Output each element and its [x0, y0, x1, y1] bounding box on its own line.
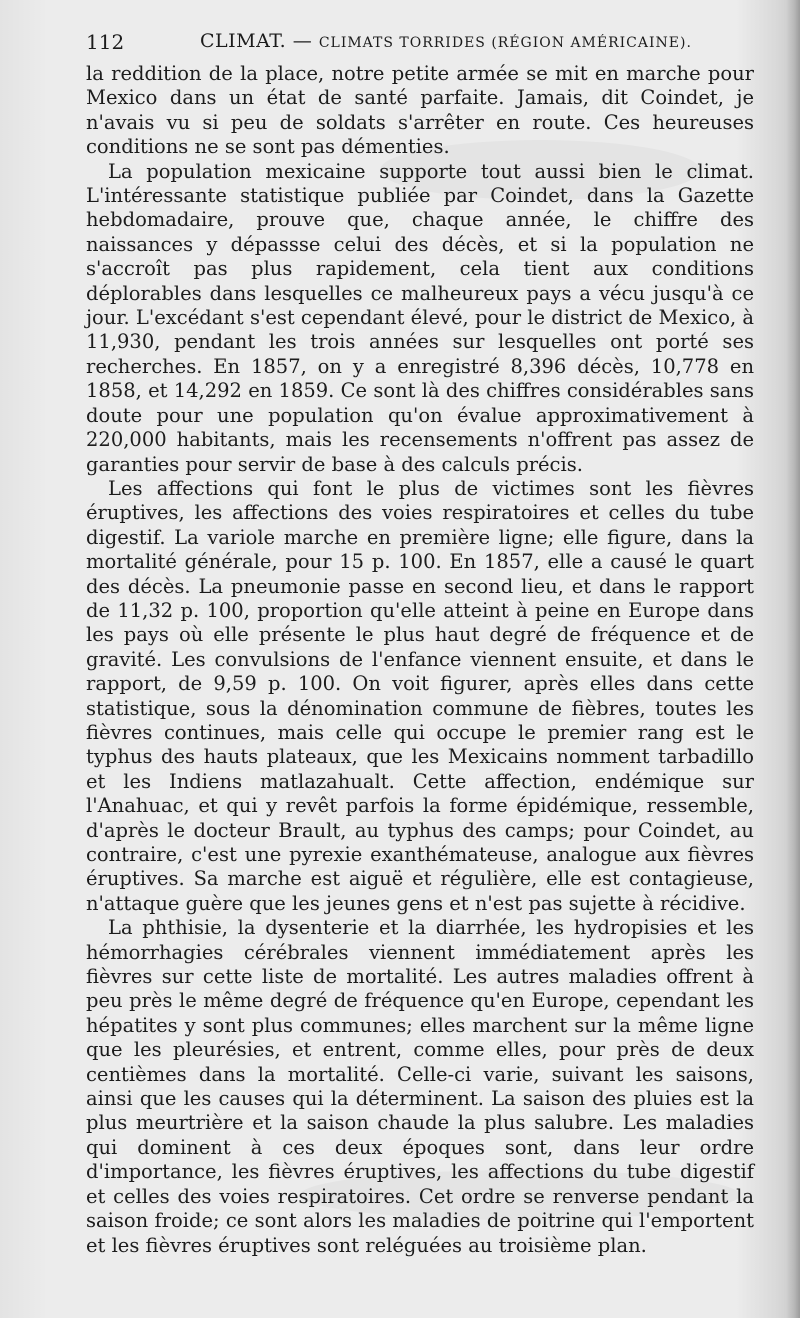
- running-head: [200, 30, 692, 52]
- body-text: [86, 62, 754, 1258]
- page-header: [86, 30, 756, 60]
- running-head-title: CLIMAT.: [200, 30, 287, 52]
- paragraph-2: La population mexicaine supporte tout aussi bien le climat. L'intéressante statistique publiée par Coindet, dans la Gazette hebdomadaire, prouve que, chaque année, le chiffre des naissances y dépassse celui des décès, et si la population ne s'accroît pas plus rapidement, cela tient aux conditions déplorables dans lesquelles ce malheureux pays a vécu jusqu'à ce jour. L'excédant s'est cependant élevé, pour le district de Mexico, à 11,930, pendant les trois années sur lesquelles ont porté ses recherches. En 1857, on y a enregistré 8,396 décès, 10,778 en 1858, et 14,292 en 1859. Ce sont là des chiffres considérables sans doute pour une population qu'on évalue approximativement à 220,000 habitants, mais les recensements n'offrent pas assez de garanties pour servir de base à des calculs précis.: [86, 159, 754, 476]
- paragraph-1: la reddition de la place, notre petite armée se mit en marche pour Mexico dans un état de santé parfaite. Jamais, dit Coindet, je n'avais vu si peu de soldats s'arrêter en route. Ces heureuses conditions ne se sont pas démenties.: [86, 62, 754, 159]
- page-number: 112: [86, 30, 125, 54]
- running-head-subtitle: CLIMATS TORRIDES (RÉGION AMÉRICAINE).: [318, 35, 692, 51]
- paragraph-3: Les affections qui font le plus de victimes sont les fièvres éruptives, les affections des voies respiratoires et celles du tube digestif. La variole marche en première ligne; elle figure, dans la mortalité générale, pour 15 p. 100. En 1857, elle a causé le quart des décès. La pneumonie passe en second lieu, et dans le rapport de 11,32 p. 100, proportion qu'elle atteint à peine en Europe dans les pays où elle présente le plus haut degré de fréquence et de gravité. Les convulsions de l'enfance viennent ensuite, et dans le rapport, de 9,59 p. 100. On voit figurer, après elles dans cette statistique, sous la dénomination commune de fièbres, toutes les fièvres continues, mais celle qui occupe le premier rang est le typhus des hauts plateaux, que les Mexicains nomment tarbadillo et les Indiens matlazahualt. Cette affection, endémique sur l'Anahuac, et qui y revêt parfois la forme épidémique, ressemble, d'après le docteur Brault, au typhus des camps; pour Coindet, au contraire, c'est une pyrexie exanthémateuse, analogue aux fièvres éruptives. Sa marche est aiguë et régulière, elle est contagieuse, n'attaque guère que les jeunes gens et n'est pas sujette à récidive.: [86, 476, 754, 915]
- page-binding-shadow: [786, 0, 800, 1318]
- running-head-separator: —: [292, 30, 313, 52]
- paragraph-4: La phthisie, la dysenterie et la diarrhée, les hydropisies et les hémorrhagies cérébrales viennent immédiatement après les fièvres sur cette liste de mortalité. Les autres maladies offrent à peu près le même degré de fréquence qu'en Europe, cependant les hépatites y sont plus communes; elles marchent sur la même ligne que les pleurésies, et entrent, comme elles, pour près de deux centièmes dans la mortalité. Celle-ci varie, suivant les saisons, ainsi que les causes qui la déterminent. La saison des pluies est la plus meurtrière et la saison chaude la plus salubre. Les maladies qui dominent à ces deux époques sont, dans leur ordre d'importance, les fièvres éruptives, les affections du tube digestif et celles des voies respiratoires. Cet ordre se renverse pendant la saison froide; ce sont alors les maladies de poitrine qui l'emportent et les fièvres éruptives sont reléguées au troisième plan.: [86, 916, 754, 1257]
